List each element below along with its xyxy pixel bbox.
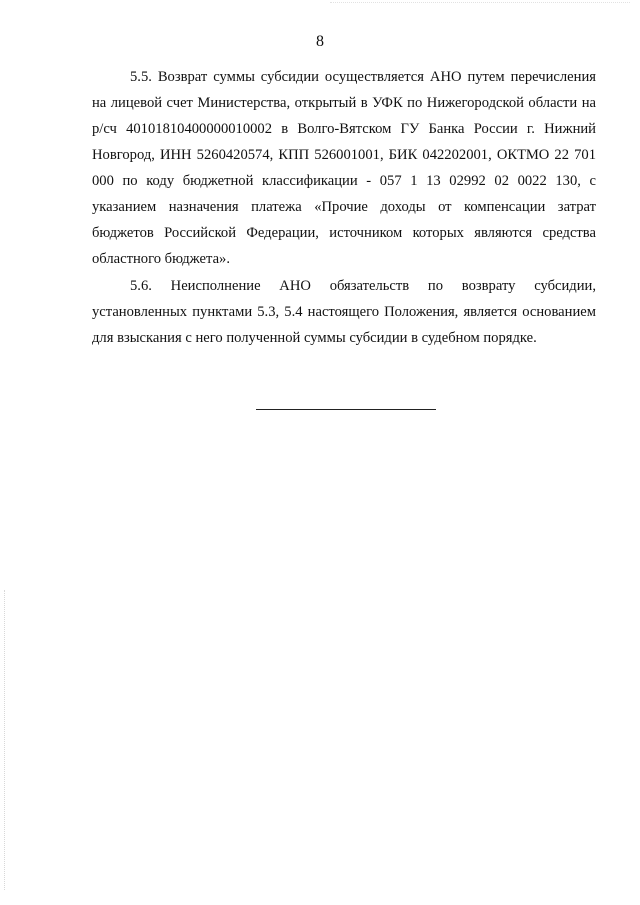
document-body xyxy=(92,64,596,351)
scan-artifact-left xyxy=(4,590,5,890)
end-of-document-rule xyxy=(256,409,436,410)
page-number: 8 xyxy=(316,33,324,50)
paragraph-5-5: 5.5. Возврат суммы субсидии осуществляется АНО путем перечисления на лицевой счет Министерства, открытый в УФК по Нижегородской области на р/сч 40101810400000010002 в Волго-Вятском ГУ Банка России г. Нижний Новгород, ИНН 5260420574, КПП 526001001, БИК 042202001, ОКТМО 22 701 000 по коду бюджетной классификации - 057 1 13 02992 02 0022 130, с указанием назначения платежа «Прочие доходы от компенсации затрат бюджетов Российской Федерации, источником которых являются средства областного бюджета». xyxy=(92,69,596,267)
scan-artifact-top xyxy=(330,2,630,3)
paragraph-5-6: 5.6. Неисполнение АНО обязательств по возврату субсидии, установленных пунктами 5.3, 5.4 настоящего Положения, является основанием для взыскания с него полученной суммы субсидии в судебном порядке. xyxy=(92,278,596,346)
